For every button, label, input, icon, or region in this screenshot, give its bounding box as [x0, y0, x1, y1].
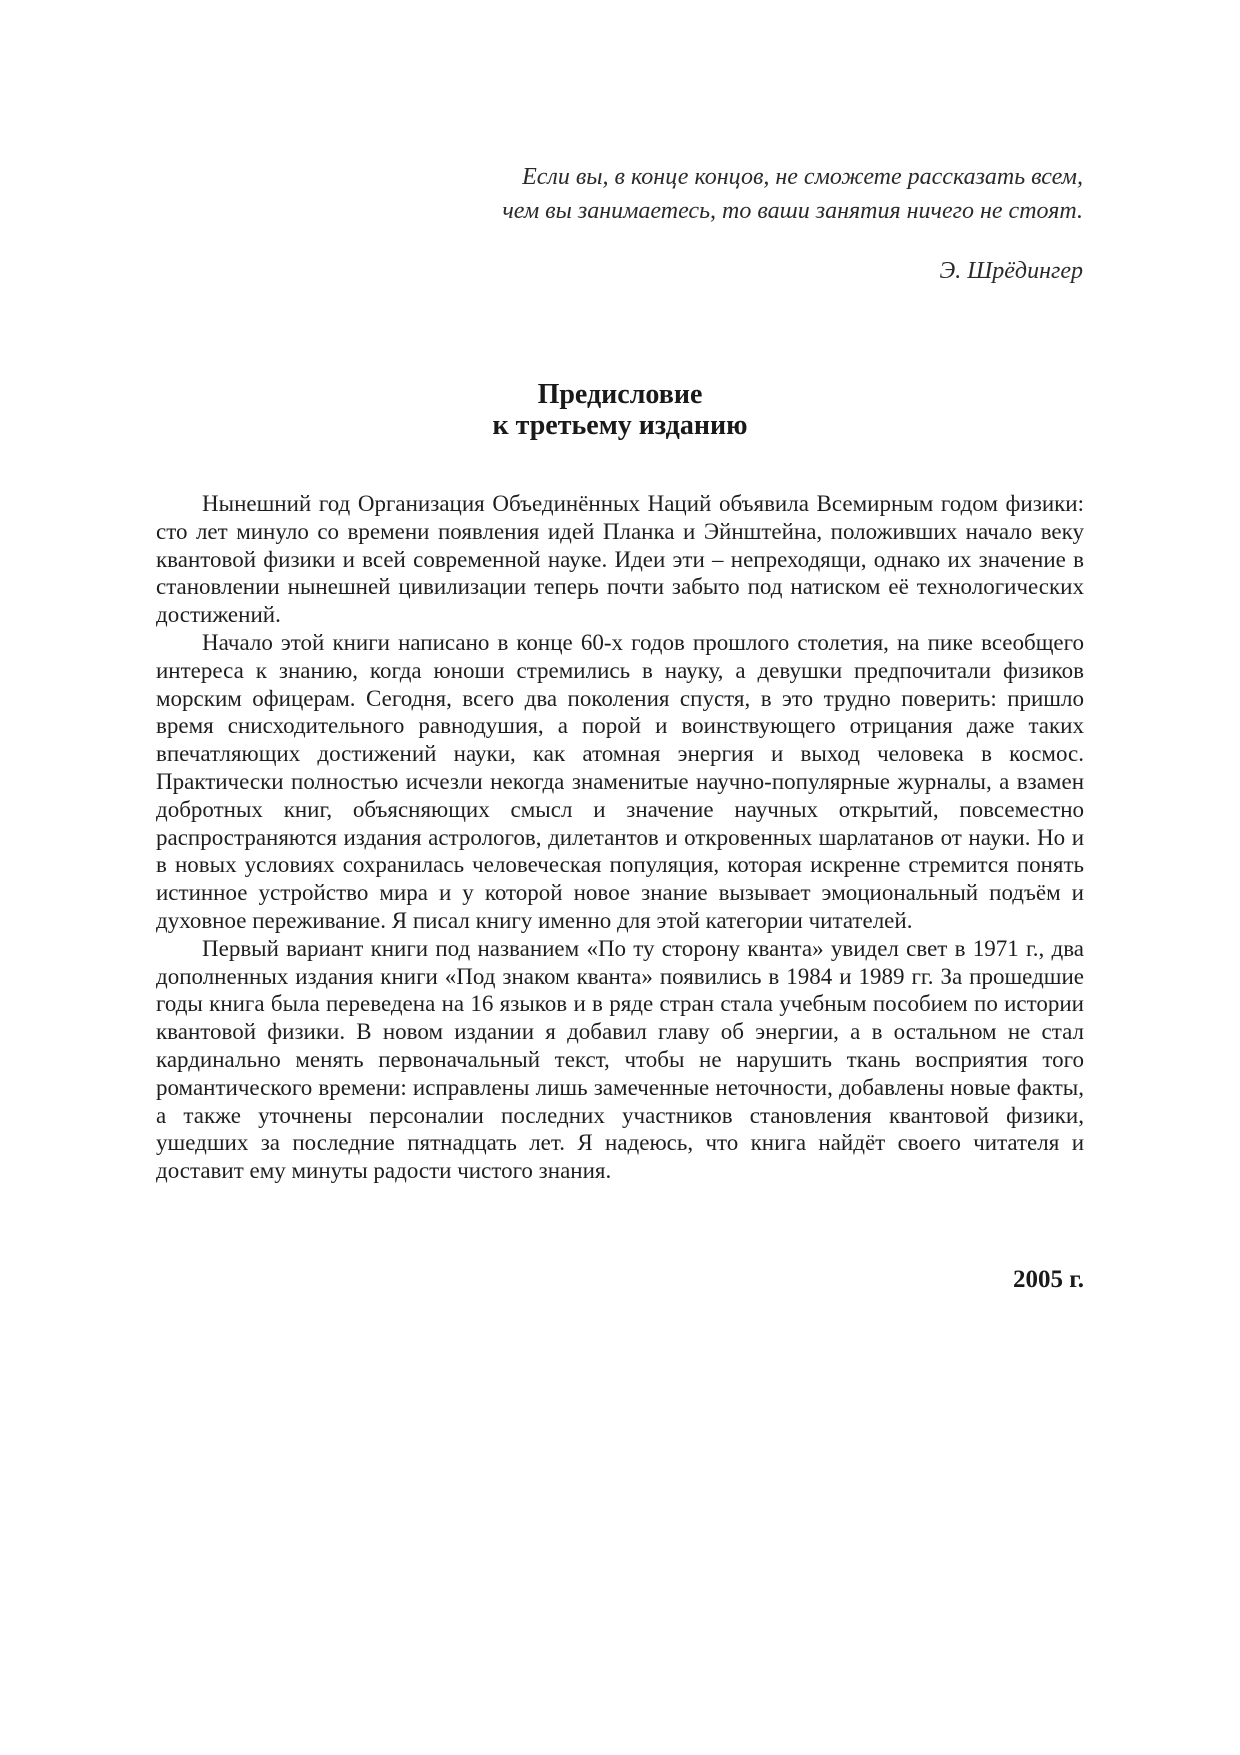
- title-line-2: к третьему изданию: [492, 410, 748, 441]
- paragraph-3: Первый вариант книги под названием «По ту сторону кванта» увидел свет в 1971 г., два дополненных издания книги «Под знаком кванта» появились в 1984 и 1989 гг. За прошедшие годы книга была переведена на 16 языков и в ряде стран стала учебным пособием по истории квантовой физики. В новом издании я добавил главу об энергии, а в остальном не стал кардинально менять первоначальный текст, чтобы не нарушить ткань восприятия того романтического времени: исправлены лишь замеченные неточности, добавлены новые факты, а также уточнены персоналии последних участников становления квантовой физики, ушедших за последние пятнадцать лет. Я надеюсь, что книга найдёт своего читателя и доставит ему минуты радости чистого знания.: [156, 935, 1084, 1184]
- epigraph-line-1: Если вы, в конце концов, не сможете рассказать всем,: [522, 164, 1083, 190]
- preface-date: 2005 г.: [1012, 1266, 1084, 1293]
- epigraph-line-2: чем вы занимаетесь, то ваши занятия ничего не стоят.: [502, 198, 1083, 224]
- paragraph-2: Начало этой книги написано в конце 60-х годов прошлого столетия, на пике всеобщего интереса к знанию, когда юноши стремились в науку, а девушки предпочитали физиков морским офицерам. Сегодня, всего два поколения спустя, в это трудно поверить: пришло время снисходительного равнодушия, а порой и воинствующего отрицания даже таких впечатляющих достижений науки, как атомная энергия и выход человека в космос. Практически полностью исчезли некогда знаменитые научно-популярные журналы, а взамен добротных книг, объясняющих смысл и значение научных открытий, повсеместно распространяются издания астрологов, дилетантов и откровенных шарлатанов от науки. Но и в новых условиях сохранилась человеческая популяция, которая искренне стремится понять истинное устройство мира и у которой новое знание вызывает эмоциональный подъём и духовное переживание. Я писал книгу именно для этой категории читателей.: [156, 629, 1084, 933]
- epigraph-author: Э. Шрёдингер: [939, 258, 1083, 284]
- preface-body: [156, 490, 1084, 1185]
- page-title: [0, 379, 1240, 441]
- epigraph: [383, 160, 1083, 288]
- title-line-1: Предисловие: [537, 379, 703, 410]
- paragraph-1: Нынешний год Организация Объединённых Наций объявила Всемирным годом физики: сто лет минуло со времени появления идей Планка и Эйнштейна, положивших начало веку квантовой физики и всей современной науке. Идеи эти – непреходящи, однако их значение в становлении нынешней цивилизации теперь почти забыто под натиском её технологических достижений.: [156, 491, 1084, 628]
